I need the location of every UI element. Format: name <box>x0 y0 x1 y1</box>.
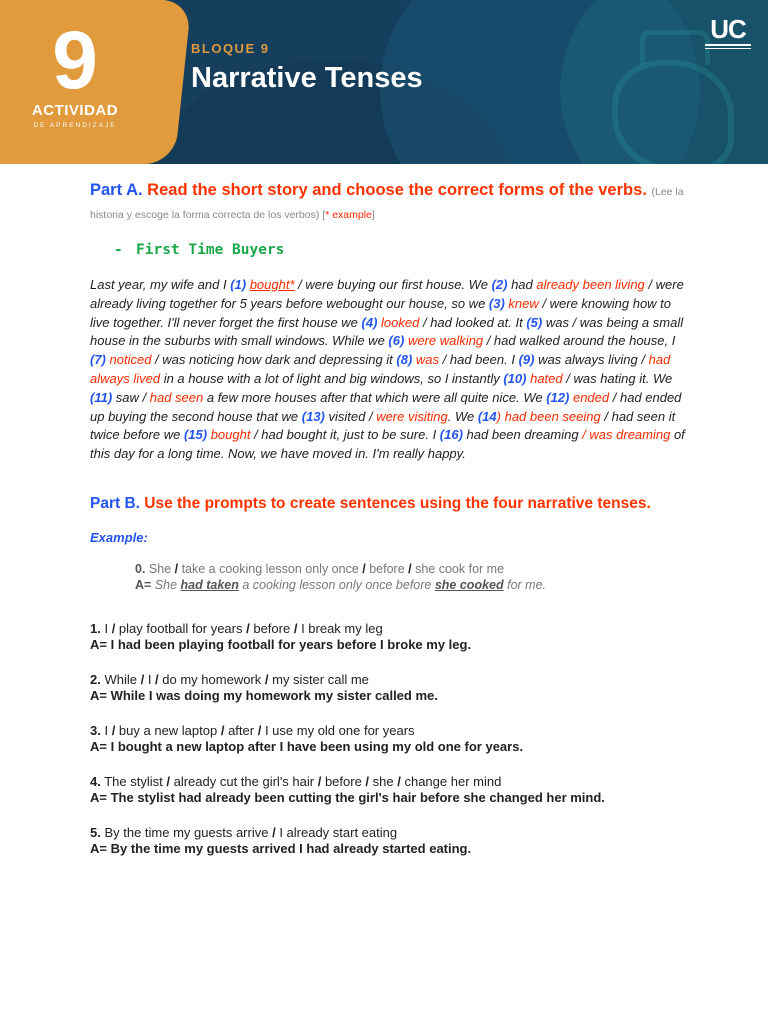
prompt-text: take a cooking lesson only once <box>178 561 363 576</box>
chosen-answer: / was dreaming <box>582 427 671 443</box>
question-prompt <box>90 774 685 791</box>
question-item <box>90 825 685 858</box>
header-banner <box>0 0 768 164</box>
question-answer: A= I had been playing football for years before I broke my leg. <box>90 637 472 653</box>
question-list <box>90 621 685 858</box>
chosen-answer: was <box>415 352 440 368</box>
question-number: 4. <box>90 773 101 789</box>
prompt-separator: / <box>257 722 262 738</box>
part-b-label: Part B. <box>90 494 140 512</box>
prompt-text: she <box>369 773 398 789</box>
activity-label: ACTIVIDAD <box>31 102 119 119</box>
question-number: 1. <box>90 620 101 636</box>
example-label: Example: <box>90 529 148 545</box>
prompt-separator: / <box>111 722 116 738</box>
blank-number: (16) <box>439 427 463 443</box>
page-title: Narrative Tenses <box>191 62 423 94</box>
prompt-text: The stylist <box>100 773 167 789</box>
chosen-answer: were visiting <box>376 408 448 424</box>
prompt-separator: / <box>397 773 401 789</box>
blank-number: (2) <box>491 277 508 292</box>
story-text: / was hating it. We <box>562 370 673 386</box>
question-prompt <box>90 621 685 638</box>
story-subheading: - First Time Buyers <box>114 242 285 258</box>
chosen-answer: had always lived <box>90 352 671 386</box>
story-text: / were knowing how to live together. I'll never forget the first house we <box>90 295 672 330</box>
prompt-text: play football for years <box>115 620 247 636</box>
story-text: / was noticing how dark and depressing it <box>151 352 397 368</box>
story-text: Last year, my wife and I <box>90 277 231 292</box>
prompt-text: my sister call me <box>268 671 369 687</box>
question-prompt <box>90 723 685 740</box>
prompt-separator: / <box>408 561 412 576</box>
part-b-instruction: Use the prompts to create sentences using the four narrative tenses. <box>144 494 651 512</box>
prompt-text: While <box>100 671 141 687</box>
question-prompt <box>90 672 685 689</box>
part-a-heading <box>90 180 685 226</box>
blank-number: (10) <box>503 370 527 386</box>
activity-number: 9 <box>52 15 98 106</box>
worksheet-content <box>90 180 685 858</box>
prompt-text: I already start eating <box>275 824 398 840</box>
story-text: a few more houses after that which were all quite nice. We <box>203 389 547 405</box>
example-prompt: 0. She / take a cooking lesson only once / before / she cook for me <box>135 561 505 576</box>
blank-number: (6) <box>388 333 405 349</box>
prompt-separator: / <box>220 722 225 738</box>
blank-number: (11) <box>90 389 113 405</box>
story-text: was always living / <box>534 352 649 368</box>
prompt-separator: / <box>365 773 370 789</box>
story-text: had been dreaming <box>462 427 583 443</box>
chosen-answer: looked <box>381 314 420 330</box>
story-text: / had been. I <box>439 352 519 368</box>
blank-number: (9) <box>518 352 535 368</box>
chosen-answer: already been living <box>536 277 645 292</box>
story-text: / were buying our first house. We <box>294 277 492 292</box>
example-answer: A= She had taken a cooking lesson only once before she cooked for me. <box>135 577 546 592</box>
blank-number: (8) <box>396 352 413 368</box>
prompt-separator: / <box>246 620 250 636</box>
prompt-text: She <box>145 561 175 576</box>
chosen-answer: knew <box>508 295 539 311</box>
part-b-heading <box>90 494 685 514</box>
story-text: visited / <box>324 408 377 424</box>
question-item <box>90 672 685 705</box>
prompt-separator: / <box>264 671 269 687</box>
prompt-text: already cut the girl's hair <box>169 773 318 789</box>
bloque-label: BLOQUE 9 <box>191 41 270 56</box>
prompt-text: before <box>321 773 366 789</box>
question-answer: A= By the time my guests arrived I had already started eating. <box>90 841 472 857</box>
question-answer: A= While I was doing my homework my sister called me. <box>90 688 438 704</box>
question-item <box>90 621 685 654</box>
prompt-text: buy a new laptop <box>115 722 221 738</box>
blank-number: (14 <box>477 408 497 424</box>
prompt-separator: / <box>317 773 322 789</box>
chosen-answer: ended <box>572 389 610 405</box>
story-text: was / was being a small house in the suburbs with small windows. While we <box>90 314 684 349</box>
prompt-text: she cook for me <box>411 561 505 576</box>
chosen-answer: hated <box>530 370 563 386</box>
chosen-answer: had seen <box>149 389 204 405</box>
example-answer: bought* <box>249 277 295 292</box>
blank-number: (4) <box>361 314 378 330</box>
story-text: in a house with a lot of light and big windows, so I instantly <box>160 370 504 386</box>
uc-logo-text: UC <box>710 14 746 44</box>
prompt-text: By the time my guests arrive <box>100 824 273 840</box>
prompt-separator: / <box>155 671 159 687</box>
prompt-text: I use my old one for years <box>261 722 415 738</box>
story-text: saw / <box>112 389 150 405</box>
story-text: . We <box>447 408 478 424</box>
prompt-text: I <box>100 620 112 636</box>
question-item <box>90 723 685 756</box>
blank-number: (13) <box>301 408 325 424</box>
chosen-answer: had been seeing <box>504 408 601 424</box>
question-number: 2. <box>90 671 101 687</box>
story-text: / had looked at. It <box>419 314 527 330</box>
question-item <box>90 774 685 807</box>
part-a-note: (Lee la historia y escoge la forma correcta de los verbos) [* example] <box>90 186 684 221</box>
prompt-separator: / <box>272 824 276 840</box>
question-answer: A= The stylist had already been cutting the girl's hair before she changed her mind. <box>90 790 605 806</box>
blank-number: (5) <box>526 314 543 330</box>
story-text: / had walked around the house, I <box>483 333 676 349</box>
prompt-separator: / <box>111 620 116 636</box>
story-text: / were already living together for 5 years before webought our house, so we <box>90 277 684 311</box>
story-text: / had ended up buying the second house that we <box>90 389 682 424</box>
blank-number: (15) <box>183 427 208 443</box>
lion-crest-icon <box>612 60 734 164</box>
question-number: 3. <box>90 722 101 738</box>
prompt-separator: / <box>166 773 170 789</box>
chosen-answer: noticed <box>109 352 152 368</box>
prompt-text: I break my leg <box>297 620 383 636</box>
story-text: had <box>507 277 537 292</box>
question-number: 5. <box>90 824 101 840</box>
prompt-text: I <box>100 722 112 738</box>
prompt-text: change her mind <box>400 773 502 789</box>
prompt-text: do my homework <box>158 671 265 687</box>
chosen-answer: were walking <box>407 333 484 349</box>
story-text: of this day for a long time. Now, we have moved in. I'm really happy. <box>90 427 685 462</box>
story-text: / had bought it, just to be sure. I <box>250 427 440 443</box>
uc-logo <box>703 16 753 51</box>
example-block <box>135 561 685 593</box>
prompt-separator: / <box>140 671 145 687</box>
blank-number: (1) <box>230 277 247 292</box>
chosen-answer: bought <box>210 427 251 443</box>
story-text: / had seen it twice before we <box>90 408 676 443</box>
prompt-text: before <box>365 561 409 576</box>
part-a-label: Part A. <box>90 181 143 199</box>
question-prompt <box>90 825 685 842</box>
activity-sublabel: DE APRENDIZAJE <box>33 122 117 129</box>
prompt-separator: / <box>362 561 366 576</box>
prompt-text: I <box>144 671 156 687</box>
prompt-text: before <box>249 620 294 636</box>
prompt-text: after <box>224 722 258 738</box>
blank-number: (3) <box>488 295 505 311</box>
question-answer: A= I bought a new laptop after I have been using my old one for years. <box>90 739 524 755</box>
prompt-separator: / <box>174 561 179 576</box>
part-a-instruction: Read the short story and choose the correct forms of the verbs. <box>147 181 647 199</box>
blank-number: (12) <box>546 389 570 405</box>
chosen-answer: ) <box>496 408 501 424</box>
blank-number: (7) <box>90 352 106 368</box>
story-paragraph <box>90 276 685 464</box>
prompt-separator: / <box>293 620 298 636</box>
